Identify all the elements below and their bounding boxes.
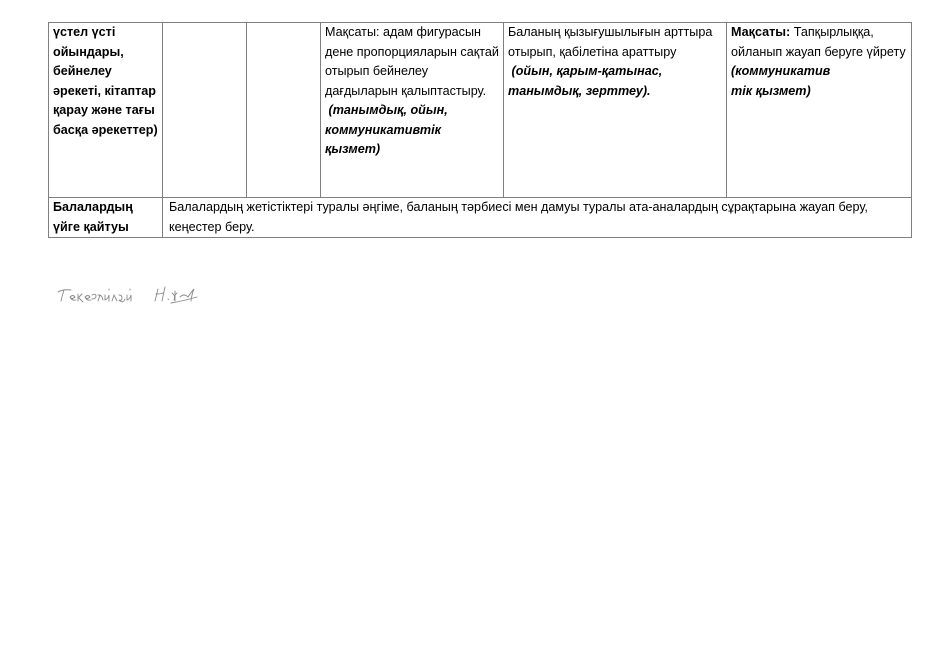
goal-cell bbox=[727, 23, 912, 198]
goal-text: Баланың қызығушылығын арттыра отырып, қабілетіна араттыру bbox=[508, 25, 713, 59]
goal-text: Мақсаты: адам фигурасын дене пропорцияларын сақтай отырып бейнелеу дағдыларын қалыптастыру. bbox=[325, 25, 499, 98]
row-label: Балалардың үйге қайтуы bbox=[53, 200, 133, 234]
row-label-cell bbox=[49, 198, 163, 238]
activity-type-cell bbox=[49, 23, 163, 198]
row-content-cell bbox=[163, 198, 912, 238]
activity-category: тік қызмет) bbox=[731, 83, 811, 98]
table-row bbox=[49, 23, 912, 198]
activity-category: (танымдық, ойын, коммуникативтік қызмет) bbox=[325, 103, 452, 156]
empty-cell bbox=[247, 23, 321, 198]
signature bbox=[54, 277, 214, 313]
goal-label: Мақсаты: bbox=[731, 25, 791, 39]
activity-category: (ойын, қарым-қатынас, танымдық, зерттеу). bbox=[508, 64, 666, 98]
activity-category: (коммуникатив bbox=[731, 64, 831, 78]
activity-type-text: үстел үсті ойындары, бейнелеу әрекеті, кітаптар қарау және тағы басқа әрекеттер) bbox=[53, 25, 158, 137]
schedule-table bbox=[48, 22, 912, 238]
svg-text:Тексерілді Н.ж: Тексерілді Н.ж bbox=[54, 311, 61, 312]
goal-cell bbox=[321, 23, 504, 198]
empty-cell bbox=[163, 23, 247, 198]
goal-cell bbox=[504, 23, 727, 198]
table-row bbox=[49, 198, 912, 238]
row-content: Балалардың жетістіктері туралы әңгіме, баланың тәрбиесі мен дамуы туралы ата-аналардың сұрақтарына жауап беру, кеңестер беру. bbox=[169, 200, 868, 234]
goal-text: Тапқырлыққа, ойланып жауап беруге үйрету bbox=[731, 25, 906, 59]
